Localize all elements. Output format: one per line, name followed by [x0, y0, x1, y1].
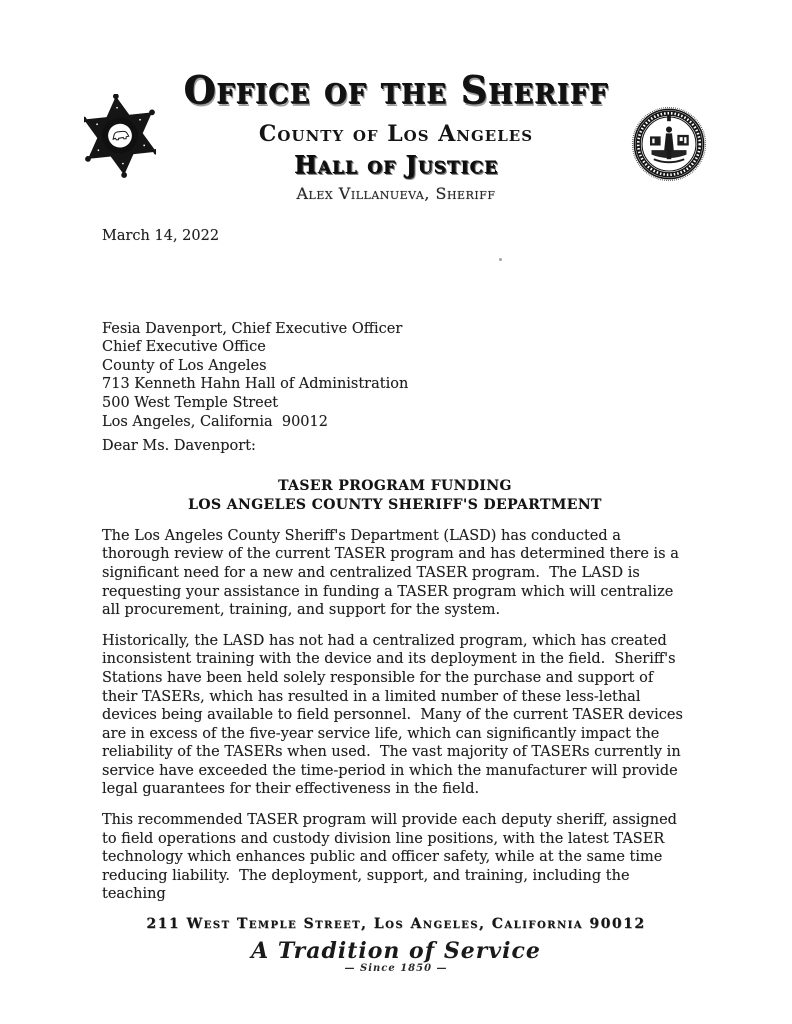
subject-block	[102, 477, 688, 515]
hall-of-justice-line: Hall of Justice	[294, 150, 498, 179]
body-paragraph: Historically, the LASD has not had a centralized program, which has created inconsistent training with the device and its deployment in the field. Sheriff's Stations have been held solely responsible for the purchase and support of their TASERs, which has resulted in a limited number of these less-lethal devices being available to field personnel. Many of the current TASER devices are in excess of the five-year service life, which can significantly impact the reliability of the TASERs when used. The vast majority of TASERs currently in service have exceeded the time-period in which the manufacturer will provide legal guarantees for their effectiveness in the field.	[102, 632, 688, 798]
subject-line: TASER PROGRAM FUNDING	[278, 477, 512, 494]
body-paragraph: This recommended TASER program will provide each deputy sheriff, assigned to field operations and custody division line positions, with the latest TASER technology which enhances public and officer safety, while at the same time reducing liability. The deployment, support, and training, including the teaching	[102, 812, 682, 903]
office-title: Office of the Sheriff	[183, 67, 609, 112]
footer-since: — Since 1850 —	[344, 963, 448, 974]
footer-motto: A Tradition of Service	[251, 938, 541, 964]
county-of-los-angeles-seal-icon	[631, 106, 707, 182]
salutation: Dear Ms. Davenport:	[102, 438, 256, 455]
recipient-line: Chief Executive Office	[102, 339, 266, 356]
sheriff-star-badge-icon	[84, 94, 156, 178]
footer-address: 211 West Temple Street, Los Angeles, California 90012	[146, 916, 646, 932]
date: March 14, 2022	[102, 228, 220, 244]
subject-line: LOS ANGELES COUNTY SHERIFF'S DEPARTMENT	[188, 496, 602, 513]
letter-body	[102, 227, 688, 904]
recipient-line: 713 Kenneth Hahn Hall of Administration	[102, 376, 409, 393]
recipient-line: 500 West Temple Street	[102, 394, 279, 411]
body-paragraph: The Los Angeles County Sheriff's Department (LASD) has conducted a thorough review of the current TASER program and has determined there is a significant need for a new and centralized TASER program. The LASD is requesting your assistance in funding a TASER program which will centralize all procurement, training, and support for the system.	[102, 527, 684, 619]
recipient-line: Los Angeles, California 90012	[102, 413, 328, 430]
scan-artifact-dot	[499, 258, 502, 261]
recipient-line: County of Los Angeles	[102, 357, 267, 374]
recipient-address-block	[102, 320, 688, 432]
letter-footer	[0, 916, 792, 975]
county-line: County of Los Angeles	[258, 121, 534, 147]
recipient-line: Fesia Davenport, Chief Executive Officer	[102, 320, 403, 337]
sheriff-name-line: Alex Villanueva, Sheriff	[296, 184, 496, 203]
